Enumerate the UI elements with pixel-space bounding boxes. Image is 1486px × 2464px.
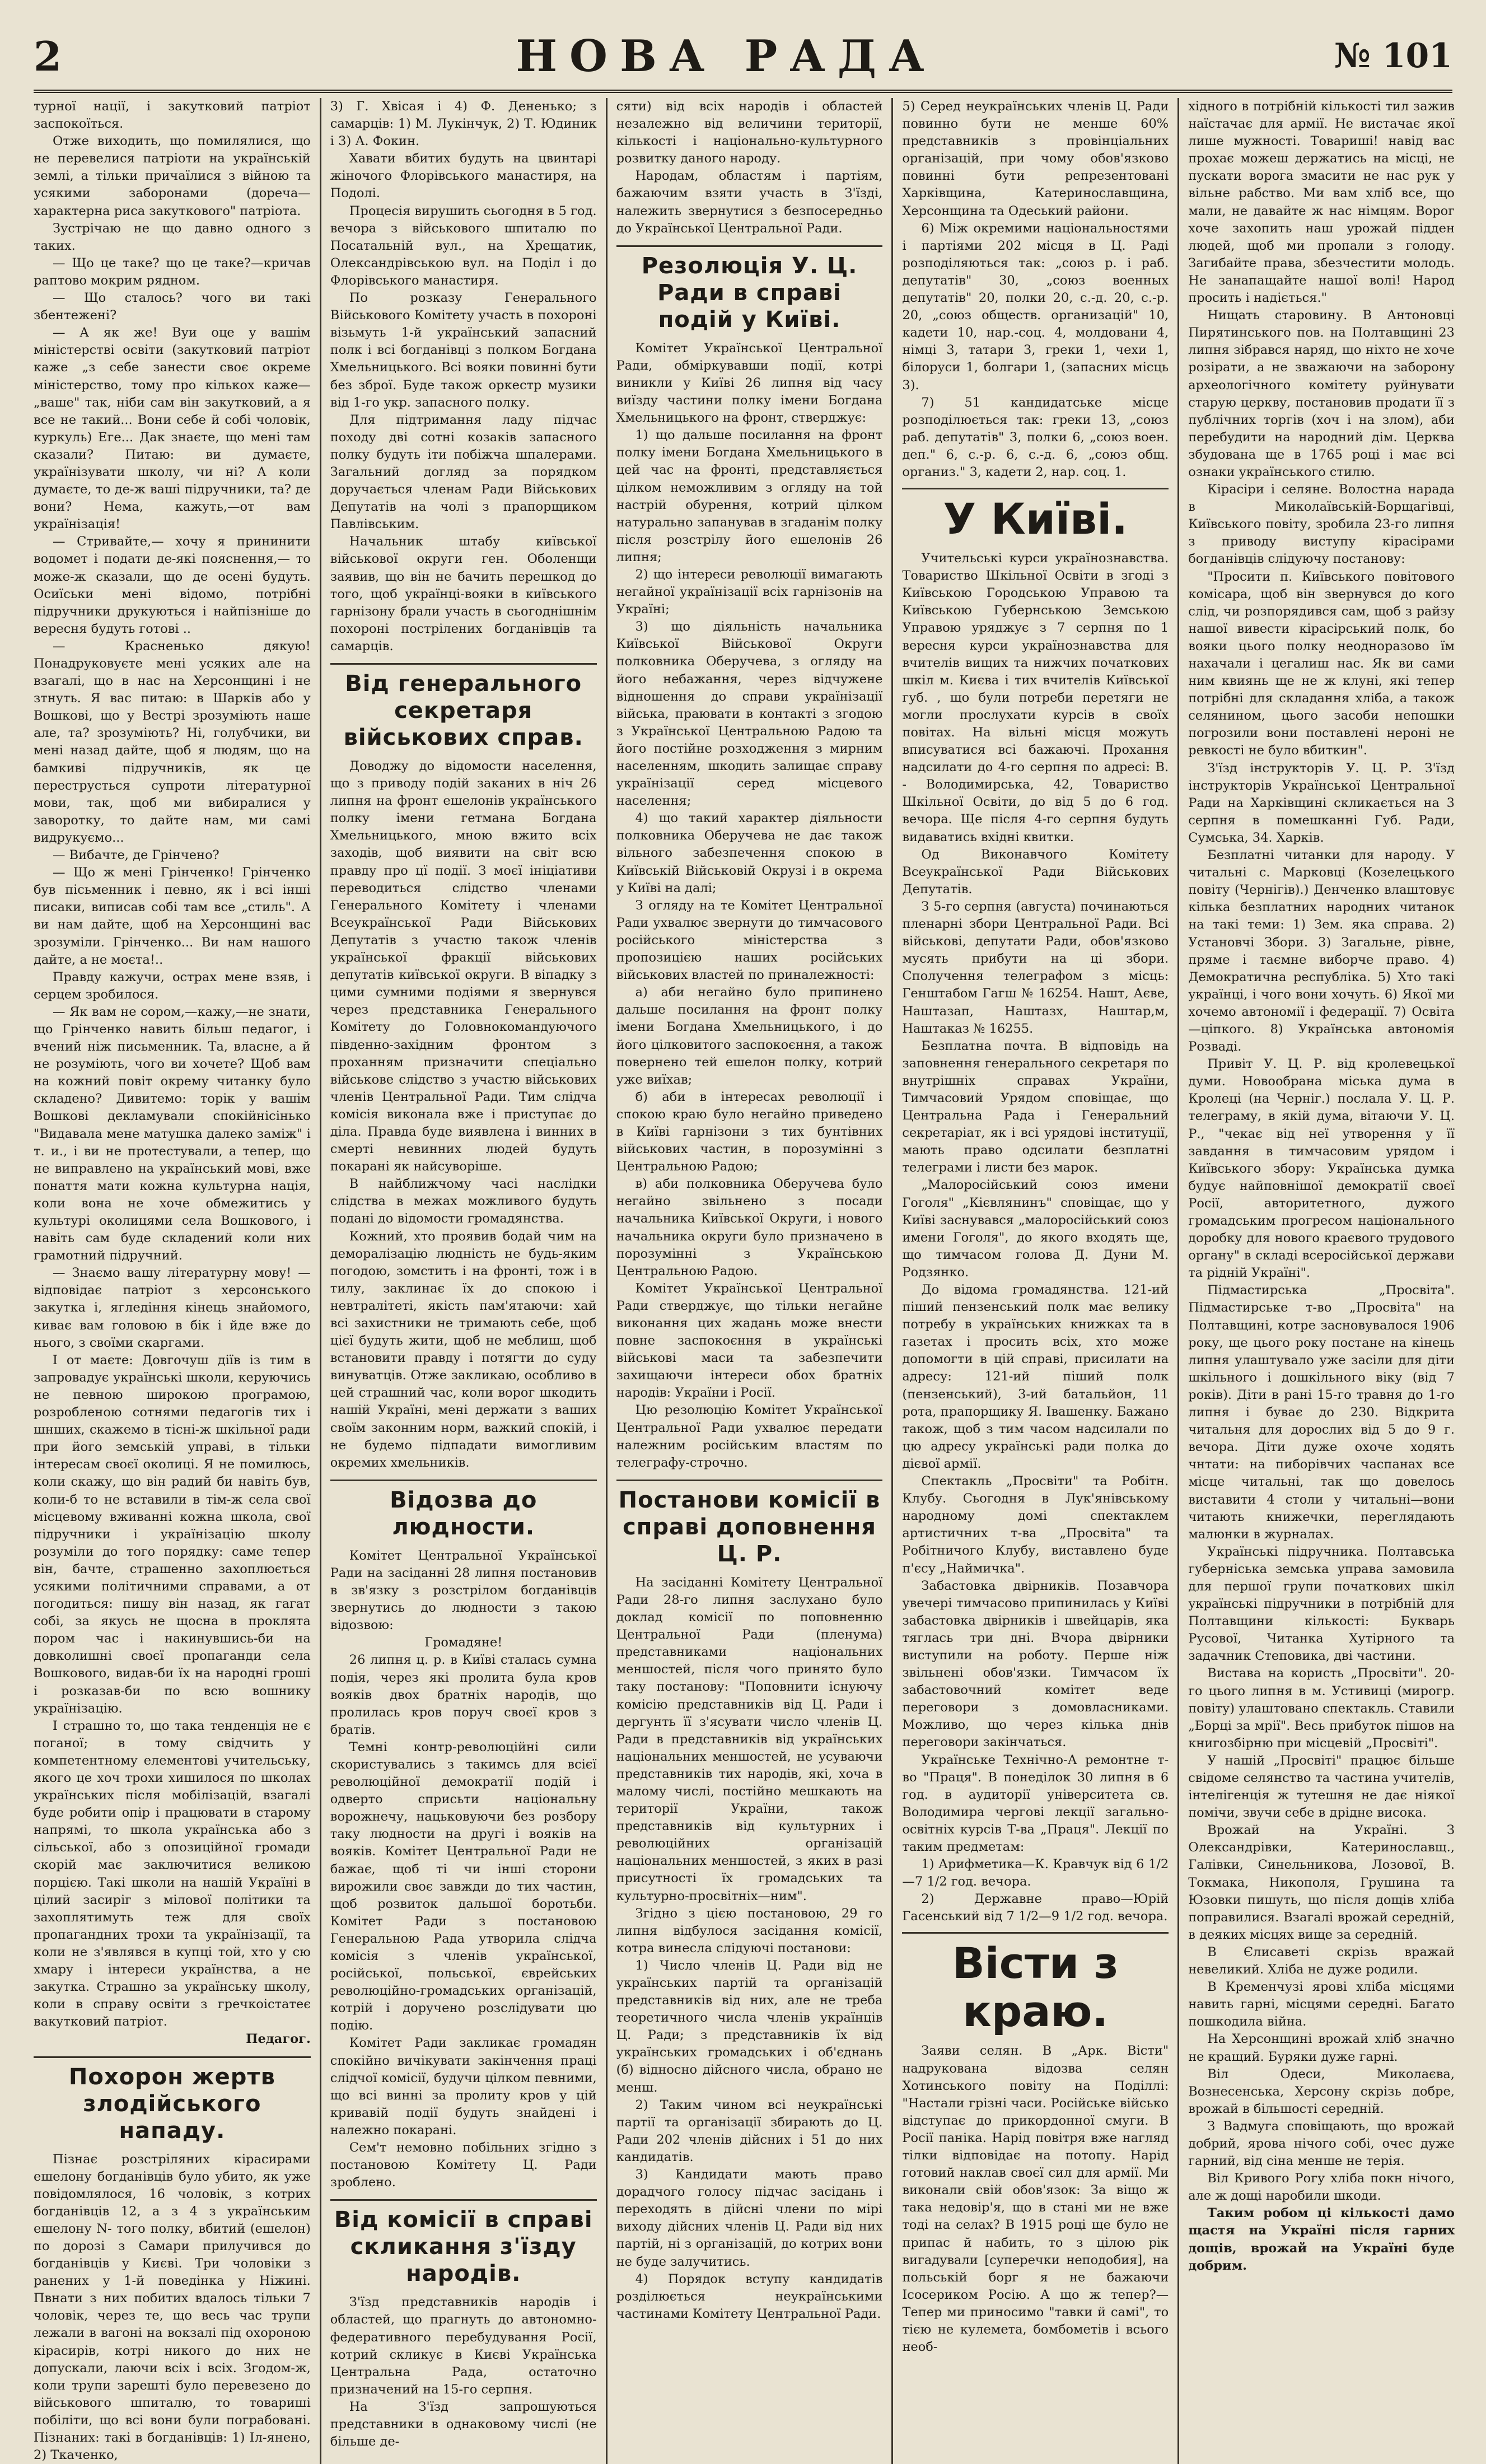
paragraph: "Просити п. Київського повітового комісара, щоб він звернувся до кого слід, чи розпорядився сам, щоб з райзу нашої вивести кірасірський полк, бо вояки цього полку неодноразово їм нахачали і цегалиш нас. Як ви сами ним квиянь ще не ж клуні, які тепер потрібні для складання хліба, а також селянином, цього засоби непошки погрозили вони поставлені нероні не ревкості не було вбиткин". <box>1188 568 1455 760</box>
paragraph: І страшно то, що така тенденція не є поганої; в тому свідчить у компетентному елементові учительську, якого це хоч трохи хишилося по школах українських після мобілізацій, взагалі буде робити опір і працювати в старому напрямі, то школа українська або з сільської, або з опозиційної громади скорій має заключитися великою порцією. Такі школи на нашій Україні в цілий засиріг з мілової політики та захоплятимуть теж для своїх пропагандних трохи та українізації, та коли не з'являвся в купці той, хто у сю хмару і інтереси українства, а не закутка. Страшно за українську школу, коли в справу освіти з гречкоістатеє вакутковий патріот. <box>34 1718 311 2031</box>
paragraph: Кожний, хто проявив бодай чим на деморалізацію людність не будь-яким погодою, зомстить і на фронті, тож і в тилу, заклинає їх до спокою і невтралітеті, якість пам'ятаючи: хай всі захистники не тримають себе, щоб цієї будуть жити, щоб не меблиш, щоб встановити правду і потягти до суду винуватців. Отже закликаю, особливо в цей страшний час, коли ворог шкодить нашій Україні, мені держати з ваших своїм законним норм, важкий спокій, і не будемо підпадати вимогливим окремих хмельників. <box>330 1228 597 1472</box>
paragraph: Вистава на користь „Просвіти". 20-го цього липня в м. Устивиці (мирогр. повіту) улаштовано спектакль. Ставили „Борці за мрії". Весь прибуток пішов на книгозбірню при місцевій „Просвіті". <box>1188 1665 1455 1752</box>
paragraph: Підмастирська „Просвіта". Підмастирське т-во „Просвіта" на Полтавщині, котре засновувалося 1906 року, ще цього року постане на кінець липня улаштувало уже засіли для діти шкільного і дошкільного віку (від 7 років). Діти в рані 15-го травня до 1-го липня і буває до 230. Відкрита читальня для дорослих від 5 до 9 г. вечора. Діти дуже охоче ходять чнтати: на пиборівчих часпанах все місце читальні, так що довелось виставити 4 столи у читальні—вони читають книжечки, переглядають малюнки в журналах. <box>1188 1282 1455 1543</box>
paragraph: хідного в потрібній кількості тил зажив наїстачає для армії. Не вистачає якої лише мужності. Товариші! навід вас прохає можеш держатись на місці, не пускати ворога змасити не нас рук у вільне рабство. Ми вам хліб все, що мали, не давайте ж нас німцям. Ворог хоче захопить наш урожай підден людей, щоб ми пропали з голоду. Загибайте права, збезчестити молодь. Не занапащайте нашої волі! Народ просить і надіється." <box>1188 98 1455 307</box>
paragraph: Нищать старовину. В Антоновці Пирятинського пов. на Полтавщині 23 липня зібрався наряд, що ніхто не хоче розірати, а не зважаючи на заборону археологічного комітету руйнувати старую церкву, постановив продати її з публічних торгів (хоч і на злом), аби перебудити на народний дім. Церква збудована ще в 1765 році і має всі ознаки українського стилю. <box>1188 307 1455 481</box>
paragraph: 1) що дальше посилання на фронт полку імени Богдана Хмельницького в цей час на фронті, представляється цілком неможливим з огляду на той настрій обурення, котрий цілком натурально запанував в згаданім полку після розстрілу його ешелонів 26 липня; <box>616 427 883 566</box>
section-heading-kyiv: У Київі. <box>902 488 1169 543</box>
paragraph: 3) що діяльність начальника Київської Військової Округи полковника Оберучева, з огляду на його небажання, через відчужене відношення до справи українізації війська, праювати в контакті з згодою з Української Центральною Радою та його постійне розходження з мирним населенням, шкодить залищає справу українізації серед місцевого населення; <box>616 618 883 810</box>
headline-secretary: Від генерального секретаря військових справ. <box>330 663 597 751</box>
paragraph: Врожай на Україні. З Олександрівки, Катеринославщ., Галівки, Синельникова, Лозової, В. Токмака, Никополя, Грушина та Юзовки пишуть, що після дощів хліба поправилися. Взагалі врожай середній, в деяких місцях вище за середній. <box>1188 1822 1455 1944</box>
paragraph: І от маєте: Довгочуш діїв із тим в запровадує українські школи, керуючись не певною широкою програмою, розробленою сотнями педагогів тих і шнших, скажемо в тісні-ж шкільної ради при його земській управі, в тільки інтересам своєї околиці. Я не помилюсь, коли скажу, що він радий би навіть був, коли-б то не вставили в тім-ж села свої місцевому вживанні кожна школа, свої підручники і українізацію школу розуміли до того порядку: саме тепер він, бачте, страшенно захоплюється усякими політичними справами, а от погодиться: пишу він назад, як гагат собі, за якусь не щосна в проклята пором час і накинувшись-би на довколишні своєї пропаганди села Вошкового, видав-би їх на народні гроші і розказав-би по всю вошнику українізацію. <box>34 1352 311 1718</box>
paragraph: — Що це таке? що це таке?—кричав раптово мокрим рядном. <box>34 255 311 290</box>
paragraph: Для підтримання ладу підчас походу дві сотні козаків запасного полку будуть іти побіжча шпалерами. Загальний догляд за порядком доручається членам Ради Військових Депутатів на чолі з прапорщиком Павлівським. <box>330 412 597 534</box>
paragraph: — Красненько дякую! Понадруковуєте мені усяких але на взагалі, що в нас на Херсонщині і не зтнуть. Я вас питаю: в Шарків або у Вошкові, що у Вестрі зрозуміють наше але, та? зрозуміють? Ні, голубчики, ви мені назад дайте, щоб я людям, що на бамкиві підручників, як це переструсться супроти літературної мови, так, щоб ми вибиралися у заворотку, то дайте нам, ми самі видрукуємо... <box>34 638 311 847</box>
paragraph: — Стривайте,— хочу я прининити водомет і подати де-які пояснення,— то може-ж сказали, що де осені будуть. Осиїськи мені відомо, потрібні підручники друкуються і найпізніше до вересня будуть готові .. <box>34 533 311 638</box>
paragraph: Спектакль „Просвіти" та Робітн. Клубу. Сьогодня в Лук'янівському народному домі спектаклем артистичних т-ва „Просвіта" та Робітничого Клубу, виставлено буде п'єсу „Наймичка". <box>902 1473 1169 1578</box>
paragraph: — Вибачте, де Грінчено? <box>34 847 311 864</box>
paragraph: Начальник штабу київської військової округи ген. Оболенщи заявив, що він не бачить перешкод до того, щоб українці-вояки в київського гарнізону брали участь в сьогоднішнім похороні пострілених богданівців та самарців. <box>330 533 597 655</box>
paragraph: Безплатні читанки для народу. У читальні с. Марковці (Козелецького повіту (Чернігів).) Денченко влаштовує кілька безплатних народних читанок на такі теми: 1) Зем. яка справа. 2) Установчі Збори. 3) Загальне, рівне, пряме і таємне виборче право. 4) Демократична республіка. 5) Хто такі українці, і чого вони хочуть. 6) Якої ми хочемо автономії і федерації. 7) Освіта—ціпкого. 8) Українська автономія Розваді. <box>1188 847 1455 1056</box>
paragraph: Українські підручника. Полтавська губерніська земська управа замовила для першої групи початкових шкіл українські підручники в потрібній для Полтавщини кількості: Букварь Русової, Читанка Хутірного та задачник Степовика, дві частини. <box>1188 1543 1455 1665</box>
paragraph: Комітет Української Центральної Ради, обміркувавши події, котрі виникли у Київі 26 липня від часу виїзду частини полку імени Богдана Хмельницького на фронт, стверджує: <box>616 340 883 427</box>
column-3 <box>606 98 892 2464</box>
paragraph: Правду кажучи, острах мене взяв, і серцем зробилося. <box>34 969 311 1004</box>
paragraph: — А як же! Вуи оце у вашім міністерстві освіти (закутковий патріот каже „з себе занести своє окреме міністерство, тому про кількох каже—„ваше" так, ніби сам він закутковий, а я все не такий... Вони себе й собі чоловік, куркуль) Еге... Дак знаєте, що мені там сказали? Питаю: ви думаєте, українізувати школу, чи ні? А коли думаєте, то де-ж ваші підручники, та? де вони? Нема, кажуть,—от вам українізація! <box>34 324 311 533</box>
paragraph: Заяви селян. В „Арк. Вісти" надрукована відозва селян Хотинського повіту на Поділлі: "Настали грізні часи. Російське військо відступає до прикордонної смуги. В Росії паніка. Нарід повітря вже нагляд тілки відповідає на потопу. Нарід готовий наклав своєї сил для армії. Ми виконали свій обов'язок: За віщо ж така недовір'я, що в стані ми не вже тоді на селах? В 1915 році ще було не припас й набить, то з цілою рік вигадували [суперечки неподобия], на польській борг я не бажаючи Ісосериком Росію. А що ж тепер?—Тепер ми приносимо "тавки й самі", то тією не кулемета, бомбометів і всього необ- <box>902 2042 1169 2356</box>
paragraph: 2) Державне право—Юрій Гасенський від 7 1/2—9 1/2 год. вечора. <box>902 1891 1169 1925</box>
paragraph: в) аби полковника Оберучева було негайно звільнено з посади начальника Київської Округи, і нового начальника округи було призначено в порозумінні з Українською Центральною Радою. <box>616 1175 883 1280</box>
paragraph: Безплатна почта. В відповідь на заповнення генерального секретаря по внутрішніх справах України, Тимчасовий Урядом сповіщає, що Центральна Рада і Генеральний секретаріат, як і всі урядові інституції, мають право одсилати безплатні телеграми і листи без марок. <box>902 1038 1169 1177</box>
paragraph: Пізнає розстріляних кірасирами ешелону богданівців було убито, як уже повідомлялося, 16 чоловік, з котрих богданівців 12, а з 4 з українським ешелону N- того полку, вбитий (ешелон) по дорозі з Самари прилучився до богданівців у Києві. Три чоловіки з ранених у 1-й поведінка у Ніжині. Пвнати з них побитих вдалось тільки 7 чоловік, через те, що весь час трупи лежали в вагоні на вокзалі під охороною кірасирів, котрі никого до них не допускали, лаючи всіх і всіх. Згодом-ж, коли трупи зарешті було перевезено до військового шпиталю, то товариші побіліти, що всі вони були пограбовані. Пізнаних: такі в богданівців: 1) Іл-янено, 2) Ткаченко, <box>34 2151 311 2464</box>
paragraph: Українське Технічно-А ремонтне т-во "Праця". В понеділок 30 липня в 6 год. в аудиторії університета св. Володимира чергові лекції загально-освітніх курсів Т-ва „Праця". Лекції по таким предметам: <box>902 1752 1169 1856</box>
headline-burial: Похорон жертв злодійського нападу. <box>34 2056 311 2144</box>
paragraph: 2) Таким чином всі неукраїнські партії та організації збирають до Ц. Ради 202 членів дійсних і 51 до них кандидатів. <box>616 2097 883 2166</box>
paragraph: В Єлисаветі скрізь вражай невеликий. Хліба не дуже родили. <box>1188 1944 1455 1978</box>
paragraph: В Кременчузі ярові хліба місцями навить гарні, місцями середні. Багато пошкодила війна. <box>1188 1978 1455 2031</box>
paragraph: турної нації, і закутковий патріот заспокоїться. <box>34 98 311 133</box>
paragraph: По розказу Генерального Військового Комітету участь в похороні візьмуть 1-й український запасний полк і всі богданівці з полком Богдана Хмельницького. Всі вояки повинні бути без зброї. Буде також оркестр музики від 1-го укр. запасного полку. <box>330 290 597 412</box>
paragraph: Віл Одеси, Миколаєва, Вознесенська, Херсону скрізь добре, врожай в більшості середній. <box>1188 2066 1455 2118</box>
paragraph: Процесія вирушить сьогодня в 5 год. вечора з військового шпиталю по Посатальній вул., на Хрещатик, Олександрівською вул. на Поділ і до Флорівського манастиря. <box>330 203 597 290</box>
paragraph: Зустрічаю не що давно одного з таких. <box>34 220 311 255</box>
paragraph: 6) Між окремими національностями і партіями 202 місця в Ц. Раді розподіляються так: „союз р. і раб. депутатів" 30, „союз военных депутатів" 20, полки 20, с.-д. 20, с.-р. 20, „союз обществ. организацій" 10, кадети 10, нар.-соц. 4, молдовани 4, німці 3, татари 3, греки 1, чехи 1, білоруси 1, болгари 1, (запасних місць 3). <box>902 220 1169 394</box>
paragraph: — Що ж мені Грінченко! Грінченко був пісьменник і певно, як і всі інші писаки, виписав собі там все „стиль". А ви нам дайте, щоб на Херсонщині вас зрозуміли. Грінченко... Ви нам нашого дайте, а не моєта!.. <box>34 864 311 969</box>
paragraph: Хавати вбитих будуть на цвинтарі жіночого Флорівського манастиря, на Подолі. <box>330 150 597 202</box>
headline-resolution: Резолюція У. Ц. Ради в справі подій у Київі. <box>616 245 883 333</box>
paragraph: Доводжу до відомости населення, що з приводу подій заканих в ніч 26 липня на фронт ешелонів українського полку імени гетмана Богдана Хмельницького, мною вжито всіх заходів, щоб виявити на світ всю правду про цї події. З моєї ініціативи переводиться слідство членами Генерального Комітету і членами Всеукраїнської Ради Військових Депутатів з участю також членів української фракції військових депутатів київської округи. В віпадку з цими сумними подіями я звернувся через представника Генерального Комітету до Головнокомандуючого південно-західним фронтом з проханням призначити спеціально військове слідство з участю військових членів Центральної Ради. Тим слідча комісія виконала вже і приступає до діла. Правда буде виявлена і винних в смерті невинних людей будуть покарані як найсуворіше. <box>330 758 597 1175</box>
paragraph: Сем'т немовно побільних згідно з постановою Комітету Ц. Ради зроблено. <box>330 2139 597 2191</box>
paragraph: На З'їзд запрошуються представники в однаковому числі (не більше де- <box>330 2398 597 2451</box>
paragraph: Учительські курси українознавства. Товариство Шкільної Освіти в згоді з Київською Городською Управою та Київською Губернською Земською Управою уряджує з 7 серпня по 1 вересня курси українознавства для вчителів вищих та нижчих початкових шкіл м. Києва і тих вчителів Київської губ. , що були потреби перетяги не могли прослухати курсів в своїх повітах. На вільні місця можуть вписуватися всі бажаючі. Прохання надсилати до 4-го серпня по адресі: В. - Володимирська, 42, Товариство Шкільної Освіти, до від 5 до 6 год. вечора. Ще після 4-го серпня будуть видаватись вхідні квитки. <box>902 550 1169 846</box>
paragraph: а) аби негайно було припинено дальше посилання на фронт полку імени Богдана Хмельницького, і до його цілковитого заспокоєння, а також повернено тей ешелон полку, котрий уже виїхав; <box>616 984 883 1089</box>
headline-appeal: Відозва до людности. <box>330 1480 597 1541</box>
column-5 <box>1177 98 1464 2464</box>
paragraph: На Херсонщині врожай хліб значно не кращий. Буряки дуже гарні. <box>1188 2031 1455 2065</box>
paragraph: До відома громадянства. 121-ий піший пензенський полк має велику потребу в українських книжках та в газетах і просить всіх, хто може допомогти в цій справі, присилати на адресу: 121-ий піший полк (пензенський), 3-ий батальйон, 11 рота, прапорщику Я. Івашенку. Бажано також, щоб з тим часом надсилали по цю адресу українські ради полка до дієвої армії. <box>902 1281 1169 1473</box>
author-signature: Педагог. <box>34 2031 311 2048</box>
paragraph: 4) Порядок вступу кандидатів розділюється неукраїнськими частинами Комітету Центральної Ради. <box>616 2271 883 2323</box>
paragraph: В найближчому часі наслідки слідства в межах можливого будуть подані до відомости громадянства. <box>330 1175 597 1228</box>
paragraph: 1) Число членів Ц. Ради від не українських партій та організацій представників від них, але не треба теоретичного числа членів українців Ц. Ради; з представників їх від українських громадських і об'єднань (б) відносно дійсного числа, обрано не менш. <box>616 1957 883 2097</box>
paragraph: Од Виконавчого Комітету Всеукраїнської Ради Військових Депутатів. <box>902 846 1169 898</box>
paragraph: 3) Г. Хвісая і 4) Ф. Дененько; з самарців: 1) М. Лукінчук, 2) Т. Юдиник і 3) А. Фокин. <box>330 98 597 150</box>
headline-decrees: Постанови комісії в справі доповнення Ц. Р. <box>616 1480 883 1567</box>
paragraph: Народам, областям і партіям, бажаючим взяти участь в З'їзді, належить звернутися з безпосередньо до Української Центральної Ради. <box>616 167 883 237</box>
paragraph: На засіданні Комітету Центральної Ради 28-го липня заслухано було доклад комісії по поповненню Центральної Ради (пленума) представниками національних меншостей, після чого принято було таку постанову: "Поповнити існуючу комісію представників від Ц. Ради і дергунть її з'ясувати число членів Ц. Ради в представників від українських національних меншостей, не усуваючи представників тих народів, які, хоча в малому числі, постійно мешкають на території України, також представників від культурних і революційних організацій національних меншостей, з яких в разі присутності їх громадських та культурно-просвітніх—ним". <box>616 1574 883 1905</box>
paragraph: З'їзд представників народів і областей, що прагнуть до автономно-федеративного перебудування Росії, котрий скликує в Києві Українська Центральна Рада, остаточно призначений на 15-го серпня. <box>330 2294 597 2398</box>
paragraph: 2) що інтереси революції вимагають негайної українізації всіх гарнізонів на Україні; <box>616 566 883 618</box>
page-number: 2 <box>34 32 146 80</box>
paragraph: Кірасіри і селяне. Волостна нарада в Миколаївській-Борщагівці, Київського повіту, зробила 23-го липня з приводу виступу кірасірами богданівців слідуючу постанову: <box>1188 481 1455 568</box>
masthead <box>34 22 1452 93</box>
paragraph: Таким робом ці кількості дамо щастя на Україні після гарних дощів, врожай на Україні буде добрим. <box>1188 2205 1455 2274</box>
paragraph: Привіт У. Ц. Р. від кролевецької думи. Новообрана міська дума в Кролеці (на Черніг.) послала У. Ц. Р. телеграму, в якій дума, вітаючи У. Ц. Р., "чекає від неї утворення у її завдання в тимчасовим урядом і Київського збору: Українська думка будує найповнішої демократії своєї Росії, авторитетного, дужого громадським прогресом національного доробку для нового краєвого трудового органу" в складі всеросійської держави та рідній Україні". <box>1188 1056 1455 1282</box>
paragraph: З огляду на те Комітет Центральної Ради ухвалює звернути до тимчасового російського міністерства з пропозицією наших російських військових властей по приналежності: <box>616 897 883 984</box>
paragraph: 3) Кандидати мають право дорадчого голосу підчас засідань і переходять в дійсні члени по мірі виходу дійсних членів Ц. Ради від них партій, ні з організацій, до котрих вони не буде залучитись. <box>616 2166 883 2271</box>
paragraph: Комітет Ради закликає громадян спокійно вичікувати закінчення праці слідчої комісії, будучи цілком певними, що всі винні за пролиту кров у цій кривавій події будуть знайдені і належно покарані. <box>330 2034 597 2139</box>
paragraph: 7) 51 кандидатське місце розподілюється так: греки 13, „союз раб. депутатів" 3, полки 6, „союз воен. деп." 6, с.-р. 6, с.-д. 6, „союз общ. организ." 3, кадети 2, нар. соц. 1. <box>902 394 1169 481</box>
paragraph: „Малоросійський союз имени Гоголя" „Кієвлянинъ" сповіщає, що у Київі заснувався „малоросійський союз имени Гоголя", до якого входять ще, що тимчасом голова Д. Дуни М. Родзянко. <box>902 1177 1169 1281</box>
column-2 <box>320 98 606 2464</box>
column-4 <box>891 98 1177 2464</box>
paragraph: 1) Арифметика—К. Кравчук від 6 1/2—7 1/2 год. вечора. <box>902 1856 1169 1891</box>
paragraph: 5) Серед неукраїнських членів Ц. Ради повинно бути не менше 60% представників з провінціальних організацій, при чому обов'язково повинні бути репрезентовані Харківщина, Катеринославщина, Херсонщина та Одеський райони. <box>902 98 1169 220</box>
paragraph: сяти) від всіх народів і областей незалежно від величини території, кількості і національно-культурного розвитку даного народу. <box>616 98 883 167</box>
paragraph: Отже виходить, що помилялися, що не перевелися патріоти на українській землі, а тільки причаїлися з війною та усякими заборонами (дореча—характерна риса закуткового" патріота. <box>34 133 311 220</box>
paragraph: 26 липня ц. р. в Київі сталась сумна подія, через які пролита була кров вояків двох братніх народів, що пролилась кров поруч своєї кров з братів. <box>330 1651 597 1738</box>
paragraph: Темні контр-революційні сили скористувались з такимсь для всієї революційної демократії подій і одверто сприсьти національну ворожнечу, нацьковуючи без розбору таку людности на другі і вояків на вояків. Комітет Центральної Ради не бажає, щоб ті чи інші сторони вирожили своє завжди до тих частин, щоб розвиток дальшої боротьби. Комітет Ради з постановою Генеральною Рада утворила слідча комісія з членів української, російської, польської, єврейських революційно-громадських організацій, котрій і доручено розслідувати цю подію. <box>330 1739 597 2035</box>
headline-commission: Від комісії в справі скликання з'їзду народів. <box>330 2199 597 2287</box>
paragraph: — Що сталось? чого ви такі збентежені? <box>34 290 311 324</box>
paragraph: б) аби в інтересах революції і спокою краю було негайно приведено в Київі гарнізони з тих бунтівних військових частин, в порозумінні з Центральною Радою; <box>616 1089 883 1175</box>
paragraph: У нашій „Просвіті" працює більше свідоме селянство та частина учителів, інтелігенція ж тутешня не дає ніякої помічи, звучи себе в дрідне висока. <box>1188 1752 1455 1822</box>
column-1 <box>34 98 320 2464</box>
article-columns <box>34 98 1464 2223</box>
paragraph: Згідно з цією постановою, 29 го липня відбулося засідання комісії, котра винесла слідуючі постанови: <box>616 1905 883 1957</box>
paragraph: Віл Кривого Рогу хліба покн нічого, але ж дощі наробили шкоди. <box>1188 2170 1455 2205</box>
paragraph: З'їзд інструкторів У. Ц. Р. З'їзд інструкторів Української Центральної Ради на Харківщині скликається на 3 серпня в помешканні Губ. Ради, Сумська, 34. Харків. <box>1188 760 1455 847</box>
paragraph: З 5-го серпня (августа) починаються пленарні збори Центральної Ради. Всі військові, депутати Ради, обов'язково мусять прибути на ці збори. Сполучення телеграфом з місць: Генштабом Гагш № 16254. Нашт, Аєве, Наштазап, Наштазх, Наштар,м, Наштаказ № 16255. <box>902 898 1169 1038</box>
paragraph: — Знаємо вашу літературну мову! —відповідає патріот з херсонського закутка і, ягледіння кінець знайомого, киває вам головою в бік і йде вже до нього, з своїми скаргами. <box>34 1264 311 1351</box>
issue-number: № 101 <box>1307 36 1452 76</box>
paragraph: 4) що такий характер діяльности полковника Оберучева не дає також вільного забезпечення спокою в Київській Військовій Окрузі і в окрема у Київі на далі; <box>616 810 883 897</box>
newspaper-title: НОВА РАДА <box>146 31 1307 82</box>
section-heading-news: Вісти з краю. <box>902 1932 1169 2036</box>
paragraph: З Вадмуга сповіщають, що врожай добрий, ярова нічого собі, очес дуже гарний, від сіна менше не терія. <box>1188 2118 1455 2170</box>
paragraph: — Як вам не сором,—кажу,—не знати, що Грінченко навить більш педагог, і вчений ніж письменник. Та, власне, а й не розуміють, чого ви хочете? Щоб вам на кожний повіт окрему читанку було складено? Дивитемо: торік у вашім Вошкові декламували спокійнісінько "Видавала мене матушка далеко заміж" і т. и., і ви не протестували, а тепер, що не виправлено на український мові, вже понаття мати кожна культурна нація, коли вона не хоче обмежитись у культурі околицями села Вошкового, і навіть сам буде складений коли них грамотний підручний. <box>34 1004 311 1264</box>
paragraph: Громадяне! <box>330 1634 597 1651</box>
paragraph: Комітет Центральної Української Ради на засіданні 28 липня постановив в зв'язку з розстрілом богданівців звернутись до людности з такою відозвою: <box>330 1547 597 1634</box>
paragraph: Забастовка двірників. Позавчора увечері тимчасово припинилась у Київі забастовка двірників і швейцарів, яка тяглась три дні. Вчора двірники виступили на роботу. Перше ніж звільнені обов'язки. Тимчасом їх забастовочний комітет веде переговори з домовласниками. Можливо, що через кілька днів переговори закінчаться. <box>902 1578 1169 1752</box>
paragraph: Цю резолюцію Комітет Української Центральної Ради ухвалює передати належним російським властям по телеграфу-строчно. <box>616 1402 883 1471</box>
paragraph: Комітет Української Центральної Ради стверджує, що тільки негайне виконання цих жадань може внести повне заспокоєння в українські військові маси та забезпечити захищаючи інтереси обох братніх народів: України і Росії. <box>616 1280 883 1402</box>
